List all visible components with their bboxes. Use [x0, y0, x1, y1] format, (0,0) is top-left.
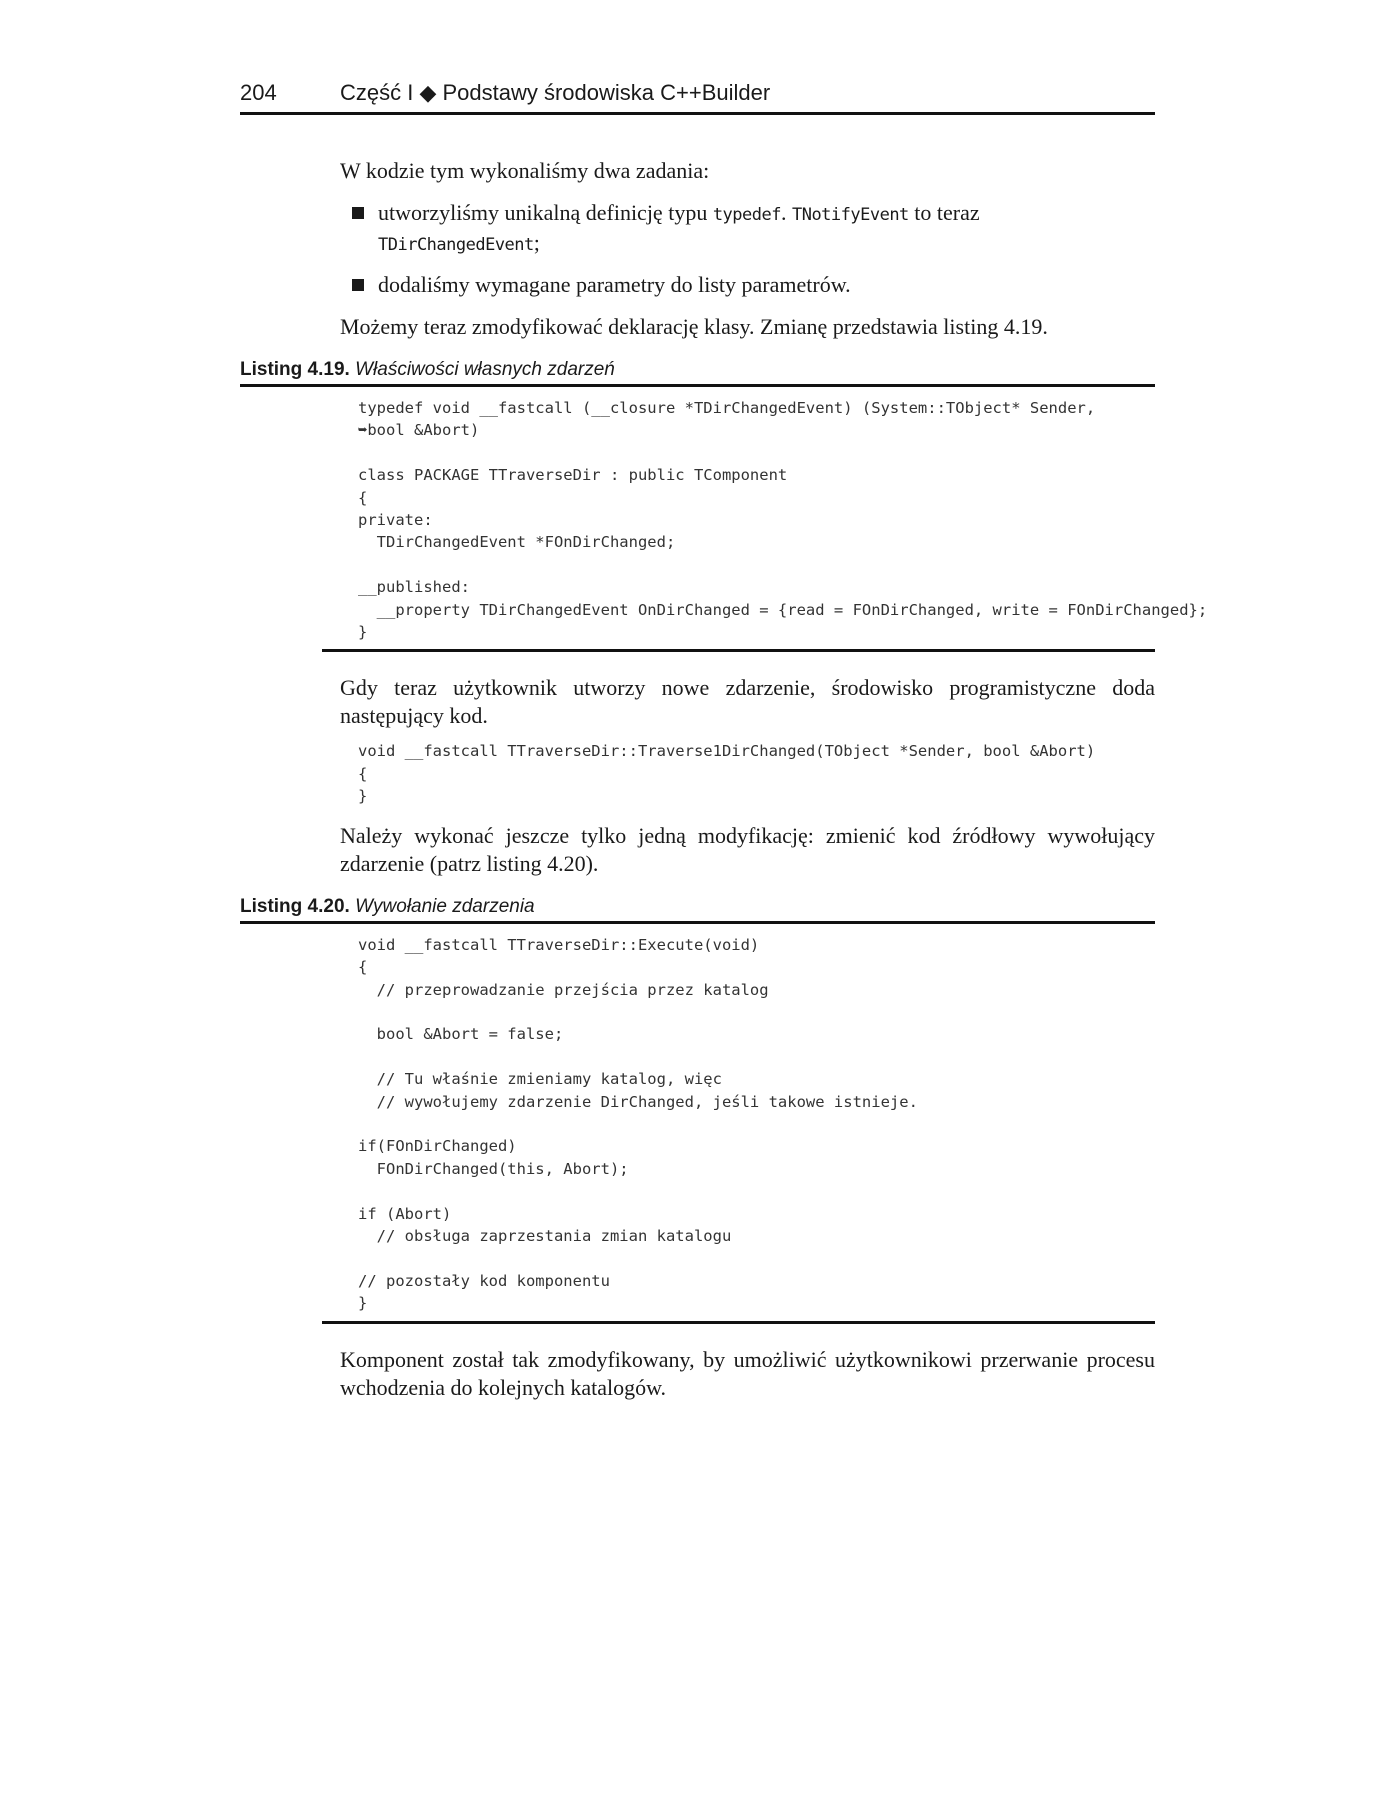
code-snippet: void __fastcall TTraverseDir::Traverse1DirChanged(TObject *Sender, bool &Abort) { } — [358, 742, 1096, 806]
listing-label: Listing 4.20. — [240, 895, 350, 917]
square-bullet-icon — [352, 279, 364, 291]
listing-title: Wywołanie zdarzenia — [355, 895, 535, 917]
paragraph-block — [340, 822, 1155, 878]
square-bullet-icon — [352, 207, 364, 219]
inline-code: typedef — [712, 205, 781, 225]
paragraph-block — [340, 1346, 1155, 1402]
code-listing: typedef void __fastcall (__closure *TDirChangedEvent) (System::TObject* Sender, ➥bool &Abort) class PACKAGE TTraverseDir : public TComponent { private: TDirChangedEvent *FOnDirChanged; __published: __property TDirChangedEvent OnDirChanged = {read = FOnDirChanged, write = FOnDirChanged}; } — [358, 399, 1208, 642]
listing-end-rule — [322, 1321, 1155, 1324]
code-listing: void __fastcall TTraverseDir::Execute(void) { // przeprowadzanie przejścia przez katalog bool &Abort = false; // Tu właśnie zmieniamy katalog, więc // wywołujemy zdarzenie DirChanged, jeśli takowe istnieje. if(FOnDirChanged) FOnDirChanged(this, Abort); if (Abort) // obsługa zaprzestania zmian katalogu // pozostały kod komponentu } — [358, 935, 918, 1313]
paragraph: Komponent został tak zmodyfikowany, by umożliwić użytkownikowi przerwanie procesu wchodzenia do kolejnych katalogów. — [340, 1346, 1155, 1400]
paragraph-block — [340, 674, 1155, 730]
listing-end-rule — [322, 649, 1155, 652]
book-page — [240, 80, 1208, 1402]
bullet-item: dodaliśmy wymagane parametry do listy parametrów. — [352, 271, 1155, 299]
page-number: 204 — [240, 80, 277, 105]
inline-code: TNotifyEvent — [791, 205, 909, 225]
paragraph: Gdy teraz użytkownik utworzy nowe zdarzenie, środowisko programistyczne doda następujący kod. — [340, 675, 1155, 729]
listing-label: Listing 4.19. — [240, 359, 350, 380]
running-title: Część I ◆ Podstawy środowiska C++Builder — [340, 80, 771, 105]
listing-title: Właściwości własnych zdarzeń — [355, 359, 615, 380]
inline-code: TDirChangedEvent — [378, 235, 534, 255]
bullet-item: utworzyliśmy unikalną definicję typu typedef. TNotifyEvent to teraz TDirChangedEvent; — [352, 199, 1155, 259]
bullet-list — [352, 199, 1155, 299]
paragraph: Należy wykonać jeszcze tylko jedną modyfikację: zmienić kod źródłowy wywołujący zdarzenie (patrz listing 4.20). — [340, 822, 1155, 876]
paragraph: Możemy teraz zmodyfikować deklarację klasy. Zmianę przedstawia listing 4.19. — [340, 314, 1048, 339]
intro-text: W kodzie tym wykonaliśmy dwa zadania: — [340, 158, 710, 183]
running-header — [240, 80, 1155, 115]
listing-caption — [240, 896, 1155, 924]
intro-paragraph — [340, 157, 1155, 341]
listing-caption — [240, 359, 1155, 387]
